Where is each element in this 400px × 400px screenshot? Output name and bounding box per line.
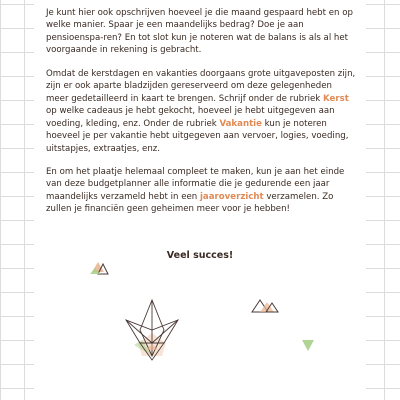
star-ornament-icon (126, 300, 178, 360)
geometric-decoration (34, 0, 366, 400)
emphasized-term: jaaroverzicht (199, 191, 264, 202)
emphasized-term: Vakantie (219, 118, 262, 129)
paragraph-text: Omdat de kerstdagen en vakanties doorgaans grote uitgaveposten zijn, zijn er ook aparte bladzijden gereserveerd om deze gelegenheden meer gedetailleerd in kaart te brengen. Schrijf onder de rubriek (46, 68, 356, 104)
paragraph-text: kun je noteren hoeveel je per vakantie hebt uitgegeven aan vervoer, logies, voeding, uitstapjes, extraatjes, enz. (46, 118, 349, 154)
paragraph-text: verzamelen. Zo zullen je financiën geen geheimen meer voor je hebben! (46, 191, 334, 215)
green-triangle-icon (302, 340, 314, 351)
paragraph-text: op welke cadeaus je hebt gekocht, hoeveel je hebt uitgegeven aan voeding, kleding, enz. Onder de rubriek (46, 106, 335, 129)
paragraph-text: Je kunt hier ook opschrijven hoeveel je die maand gespaard hebt en op welke manier. Spaar je een maandelijks bedrag? Doe je aan pensioenspa-ren? En tot slot kun je noteren wat de balans is als al het voorgaande in rekening is gebracht. (46, 8, 353, 56)
document-page (34, 0, 366, 400)
triangle-cluster-right-icon (252, 300, 278, 312)
paragraph-text: En om het plaatje helemaal compleet te maken, kun je aan het einde van deze budgetplanner alle informatie die je gedurende een jaar maandelijks verzameld hebt in een (46, 166, 345, 202)
closing-text: Veel succes! (166, 250, 234, 261)
emphasized-term: Kerst (323, 93, 349, 104)
triangle-cluster-left-icon (90, 262, 108, 274)
